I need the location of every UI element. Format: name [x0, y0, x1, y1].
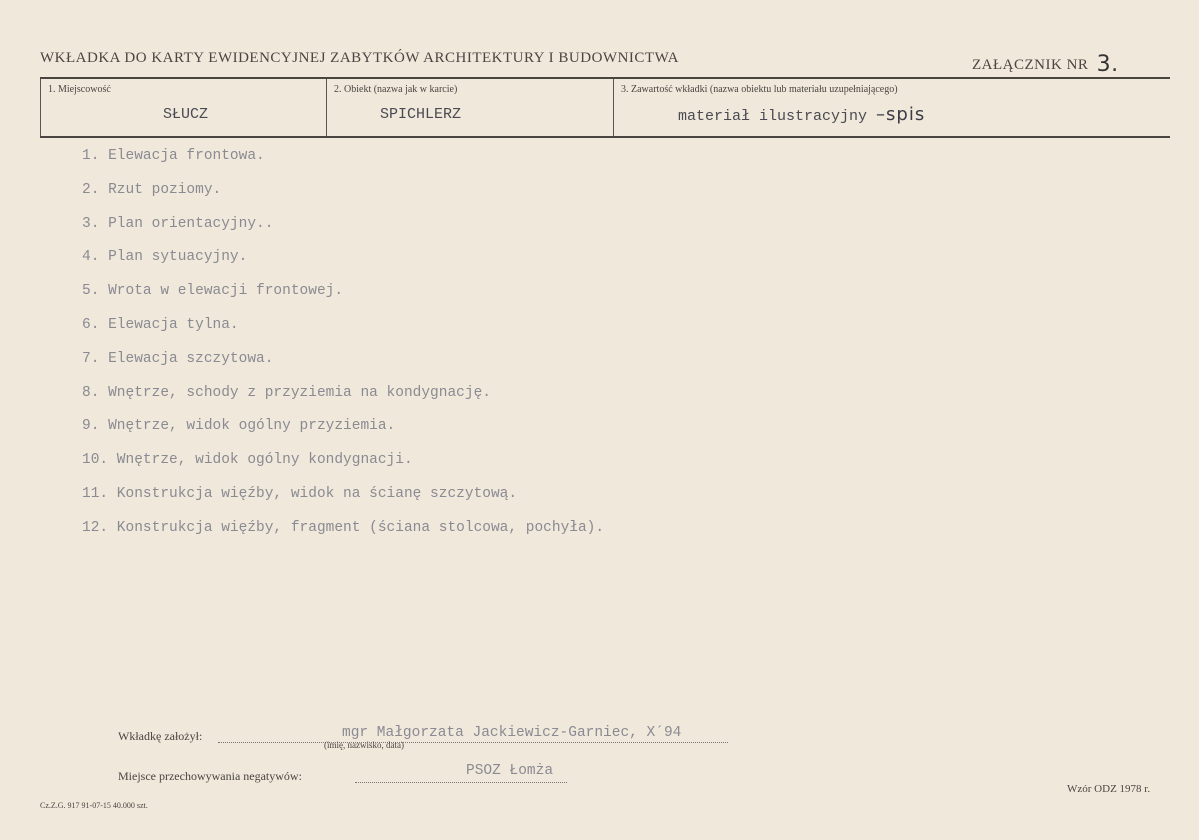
attachment-number-value: 3.: [1096, 52, 1119, 77]
form-title: WKŁADKA DO KARTY EWIDENCYJNEJ ZABYTKÓW ARCHITEKTURY I BUDOWNICTWA: [40, 50, 679, 66]
field-value-locality: SŁUCZ: [163, 106, 209, 123]
contents-handwritten: –spis: [876, 104, 926, 125]
founder-dotted-line: [218, 742, 728, 743]
list-item: 10. Wnętrze, widok ogólny kondygnacji.: [82, 452, 413, 469]
founder-label: Wkładkę założył:: [118, 729, 203, 743]
negatives-label: Miejsce przechowywania negatywów:: [118, 769, 302, 783]
field-label-locality: 1. Miejscowość: [48, 84, 111, 95]
list-item: 8. Wnętrze, schody z przyziemia na kondygnację.: [82, 384, 491, 401]
header-bottom-rule: [40, 136, 1170, 138]
list-item: 7. Elewacja szczytowa.: [82, 350, 274, 367]
list-item: 12. Konstrukcja więźby, fragment (ściana stolcowa, pochyła).: [82, 519, 605, 536]
list-item: 5. Wrota w elewacji frontowej.: [82, 283, 344, 300]
print-info: Cz.Z.G. 917 91-07-15 40.000 szt.: [40, 801, 148, 810]
field-divider: [613, 79, 614, 136]
attachment-number: [972, 50, 1119, 75]
field-divider: [326, 79, 327, 136]
list-item: 3. Plan orientacyjny..: [82, 215, 274, 232]
list-item: 4. Plan sytuacyjny.: [82, 249, 248, 266]
illustration-list: [82, 145, 604, 551]
founder-value: mgr Małgorzata Jackiewicz-Garniec, X´94: [342, 725, 682, 741]
header-top-rule: [40, 77, 1170, 79]
list-item: 2. Rzut poziomy.: [82, 181, 222, 198]
list-item: 11. Konstrukcja więźby, widok na ścianę szczytową.: [82, 485, 518, 502]
contents-typed: materiał ilustracyjny: [678, 108, 868, 125]
list-item: 1. Elewacja frontowa.: [82, 148, 265, 164]
founder-caption: (imię, nazwisko, data): [324, 740, 404, 750]
field-label-contents: 3. Zawartość wkładki (nazwa obiektu lub materiału uzupełniającego): [621, 84, 898, 95]
field-label-object: 2. Obiekt (nazwa jak w karcie): [334, 84, 458, 95]
attachment-label: ZAŁĄCZNIK NR: [972, 57, 1089, 73]
negatives-dotted-line: [355, 782, 567, 783]
field-value-object: SPICHLERZ: [380, 106, 462, 123]
list-item: 9. Wnętrze, widok ogólny przyziemia.: [82, 418, 396, 435]
field-divider: [40, 79, 41, 136]
field-value-contents: [678, 104, 925, 125]
negatives-value: PSOZ Łomża: [466, 763, 554, 779]
template-id: Wzór ODZ 1978 r.: [1067, 783, 1151, 795]
list-item: 6. Elewacja tylna.: [82, 316, 239, 333]
